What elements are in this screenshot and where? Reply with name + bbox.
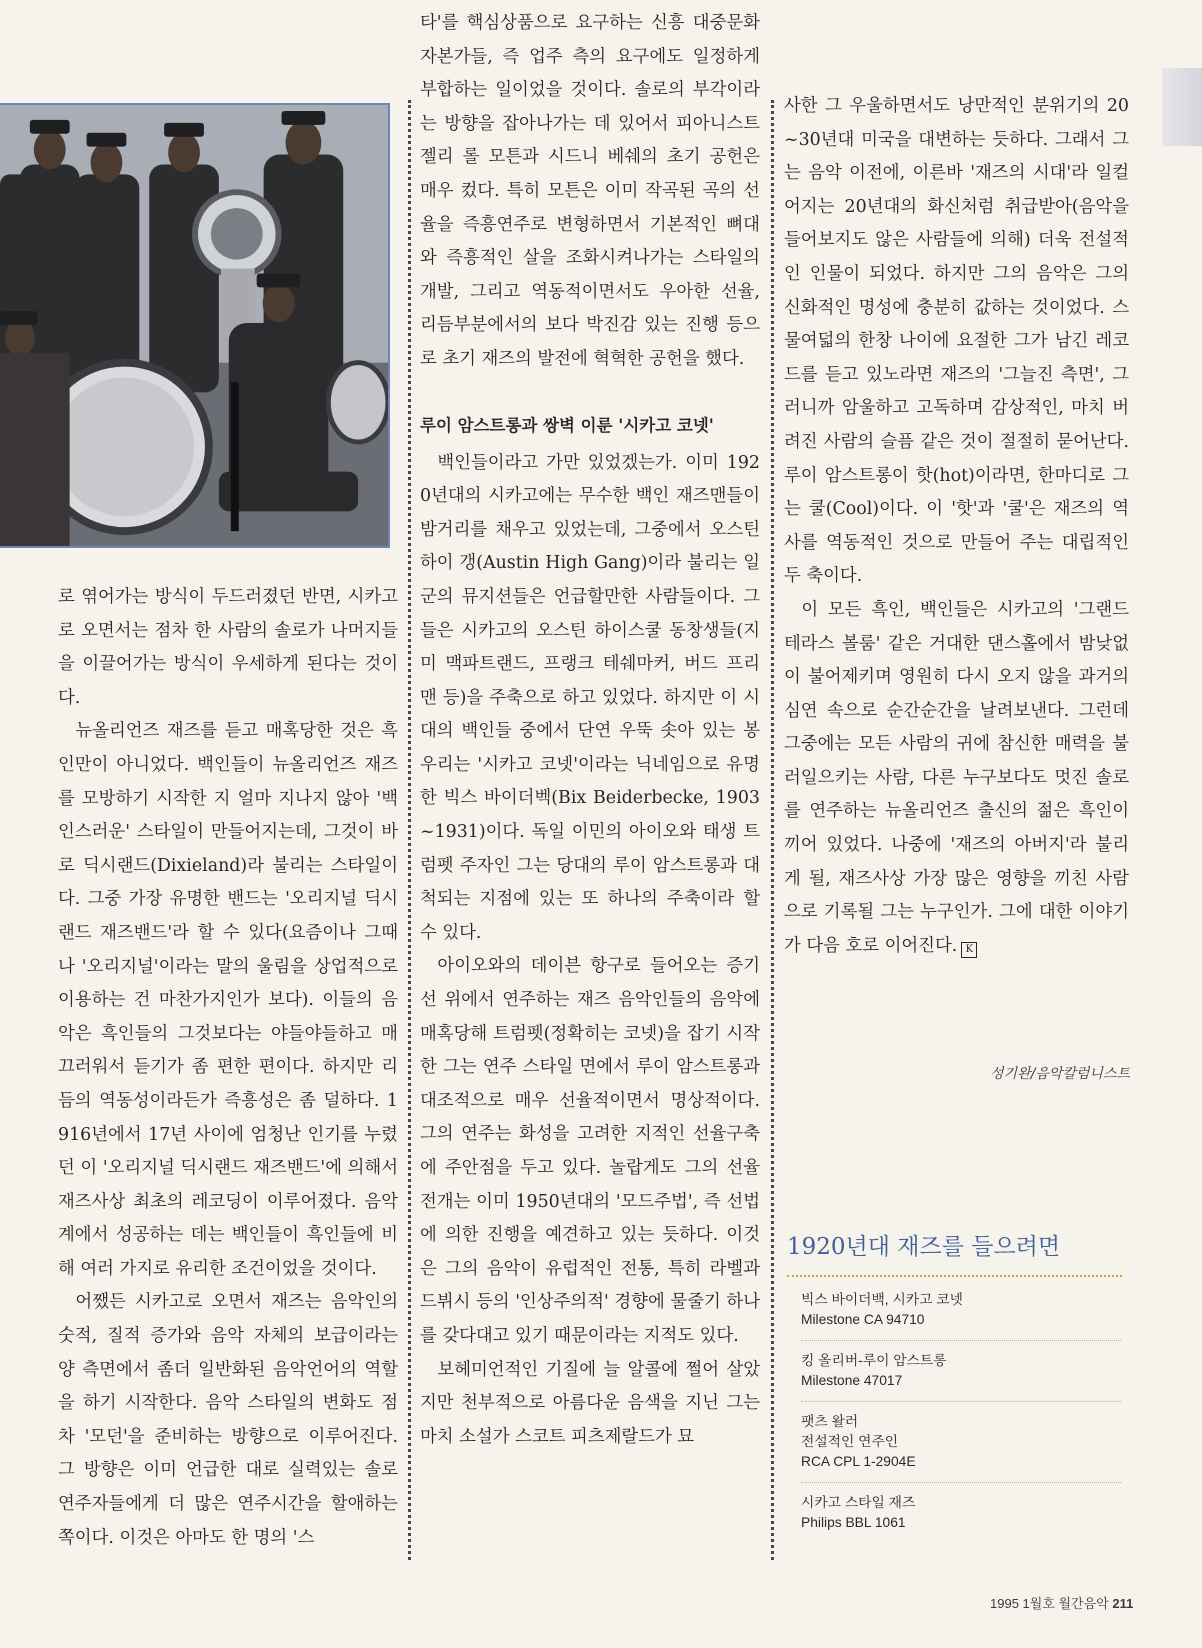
end-mark-icon: K bbox=[961, 942, 977, 958]
page-footer bbox=[990, 1593, 1133, 1612]
record-artist: 빅스 바이더백, 시카고 코넷 bbox=[801, 1292, 963, 1307]
record-catalog: Milestone CA 94710 bbox=[801, 1312, 925, 1327]
article-column-3 bbox=[784, 90, 1129, 963]
col3-paragraph-1: 사한 그 우울하면서도 낭만적인 분위기의 20~30년대 미국을 대변하는 듯하다. 그래서 그는 음악 이전에, 이른바 '재즈의 시대'라 일컬어지는 20년대의 화신처럼 취급받아(음악을 들어보지도 않은 사람들에 의해) 더욱 전설적인 인물이 되었다. 하지만 그의 음악은 그의 신화적인 명성에 충분히 값하는 것이었다. 스물여덟의 한창 나이에 요절한 그가 남긴 레코드를 듣고 있노라면 재즈의 '그늘진 측면', 그러니까 암울하고 고독하며 감상적인, 마치 버려진 사람의 슬픔 같은 것이 절절히 묻어난다. 루이 암스트롱이 핫(hot)이라면, 한마디로 그는 쿨(Cool)이다. 이 '핫'과 '쿨'은 재즈의 역사를 역동적인 것으로 만들어 주는 대립적인 두 축이다. bbox=[784, 96, 1129, 587]
col1-paragraph-2: 뉴올리언즈 재즈를 듣고 매혹당한 것은 흑인만이 아니었다. 백인들이 뉴올리언즈 재즈를 모방하기 시작한 지 얼마 지나지 않아 '백인스러운' 스타일이 만들어지는데, 그것이 바로 딕시랜드(Dixieland)라 불리는 스타일이다. 그중 가장 유명한 밴드는 '오리지널 딕시랜드 재즈밴드'라 할 수 있다(요즘이나 그때나 '오리지널'이라는 말의 울림을 상업적으로 이용하는 건 마찬가지인가 보다). 이들의 음악은 흑인들의 그것보다는 야들야들하고 매끄러워서 듣기가 좀 편한 편이다. 하지만 리듬의 역동성이라든가 즉흥성은 좀 덜하다. 1916년에서 17년 사이에 엄청난 인기를 누렸던 이 '오리지널 딕시랜드 재즈밴드'에 의해서 재즈사상 최초의 레코딩이 이루어졌다. 음악계에서 성공하는 데는 백인들이 흑인들에 비해 여러 가지로 유리한 조건이었을 것이다. bbox=[58, 721, 398, 1279]
col2-paragraph-top: 타'를 핵심상품으로 요구하는 신흥 대중문화 자본가들, 즉 업주 측의 요구에도 일정하게 부합하는 일이었을 것이다. 솔로의 부각이라는 방향을 잡아나가는 데 있어서 피아니스트 젤리 롤 모튼과 시드니 베쉐의 초기 공헌은 매우 컸다. 특히 모튼은 이미 작곡된 곡의 선율을 즉흥연주로 변형하면서 기본적인 뼈대와 즉흥적인 살을 조화시켜나가는 스타일의 개발, 그리고 역동적이면서도 우아한 선율, 리듬부분에서의 보다 박진감 있는 진행 등으로 초기 재즈의 발전에 혁혁한 공헌을 했다. bbox=[420, 13, 760, 369]
record-artist: 킹 올리버-루이 암스트롱 bbox=[801, 1353, 947, 1368]
record-catalog: Milestone 47017 bbox=[801, 1373, 903, 1388]
record-list bbox=[801, 1290, 1121, 1553]
record-title: 전설적인 연주인 bbox=[801, 1434, 899, 1449]
edge-index-tab bbox=[1162, 68, 1202, 146]
col1-paragraph-1: 로 엮어가는 방식이 두드러졌던 반면, 시카고로 오면서는 점차 한 사람의 솔로가 나머지들을 이끌어가는 방식이 우세하게 된다는 것이다. bbox=[58, 587, 398, 708]
author-byline: 성기완/음악칼럼니스트 bbox=[990, 1066, 1130, 1082]
record-artist: 팻츠 왈러 bbox=[801, 1414, 859, 1429]
band-photo bbox=[0, 103, 390, 548]
article-column-1 bbox=[58, 581, 398, 1555]
band-photo-illustration bbox=[0, 105, 388, 546]
page-number: 211 bbox=[1112, 1596, 1134, 1611]
column-divider-1 bbox=[408, 100, 411, 1560]
record-item bbox=[801, 1290, 1121, 1341]
record-item bbox=[801, 1493, 1121, 1543]
col2-paragraph-1: 백인들이라고 가만 있었겠는가. 이미 1920년대의 시카고에는 무수한 백인 재즈맨들이 밤거리를 채우고 있었는데, 그중에서 오스틴 하이 갱(Austin High Gang)이라 불리는 일군의 뮤지션들은 언급할만한 사람들이다. 그들은 시카고의 오스틴 하이스쿨 동창생들(지미 맥파트랜드, 프랭크 테쉐마커, 버드 프리맨 등)을 주축으로 하고 있었다. 하지만 이 시대의 백인들 중에서 단연 우뚝 솟아 있는 봉우리는 '시카고 코넷'이라는 닉네임으로 유명한 빅스 바이더벡(Bix Beiderbecke, 1903~1931)이다. 독일 이민의 아이오와 태생 트럼펫 주자인 그는 당대의 루이 암스트롱과 대척되는 지점에 있는 또 하나의 주축이라 할 수 있다. bbox=[420, 452, 760, 943]
record-item bbox=[801, 1412, 1121, 1483]
record-item bbox=[801, 1351, 1121, 1402]
article-column-2 bbox=[420, 7, 760, 1454]
issue-label: 1995 1월호 월간음악 bbox=[990, 1596, 1109, 1611]
col2-paragraph-2: 아이오와의 데이븐 항구로 들어오는 증기선 위에서 연주하는 재즈 음악인들의 음악에 매혹당해 트럼펫(정확히는 코넷)을 잡기 시작한 그는 연주 스타일 면에서 루이 암스트롱과 대조적으로 매우 선율적이면서 명상적이다. 그의 연주는 화성을 고려한 지적인 선율구축에 주안점을 두고 있다. 놀랍게도 그의 선율전개는 이미 1950년대의 '모드주법', 즉 선법에 의한 진행을 예견하고 있는 듯하다. 이것은 그의 음악이 유럽적인 전통, 특히 라벨과 드뷔시 등의 '인상주의적' 경향에 물줄기 하나를 갖다대고 있기 때문이라는 지적도 있다. bbox=[420, 956, 760, 1346]
col2-paragraph-3: 보헤미언적인 기질에 늘 알콜에 쩔어 살았지만 천부적으로 아름다운 음색을 지닌 그는 마치 소설가 스코트 피츠제랄드가 묘 bbox=[420, 1359, 760, 1447]
section-subheading: 루이 암스트롱과 쌍벽 이룬 '시카고 코넷' bbox=[420, 415, 714, 435]
column-divider-2 bbox=[771, 100, 774, 1560]
col3-paragraph-2 bbox=[784, 594, 1129, 964]
record-catalog: Philips BBL 1061 bbox=[801, 1515, 906, 1530]
record-catalog: RCA CPL 1-2904E bbox=[801, 1454, 916, 1469]
col3-paragraph-2-text: 이 모든 흑인, 백인들은 시카고의 '그랜드 테라스 볼룸' 같은 거대한 댄스홀에서 밤낮없이 불어제키며 영원히 다시 오지 않을 과거의 심연 속으로 순간순간을 날려보낸다. 그런데 그중에는 모든 사람의 귀에 참신한 매력을 불러일으키는 사람, 다른 누구보다도 멋진 솔로를 연주하는 뉴올리언즈 출신의 젊은 흑인이 끼어 있었다. 나중에 '재즈의 아버지'라 불리게 될, 재즈사상 가장 많은 영향을 끼친 사람으로 기록될 그는 누구인가. 그에 대한 이야기가 다음 호로 이어진다. bbox=[784, 599, 1129, 956]
sidebar-title: 1920년대 재즈를 들으려면 bbox=[787, 1228, 1122, 1277]
record-artist: 시카고 스타일 재즈 bbox=[801, 1495, 916, 1510]
col1-paragraph-3: 어쨌든 시카고로 오면서 재즈는 음악인의 숫적, 질적 증가와 음악 자체의 보급이라는 양 측면에서 좀더 일반화된 음악언어의 역할을 하기 시작한다. 음악 스타일의 변화도 점차 '모던'을 준비하는 방향으로 이루어진다. 그 방향은 이미 언급한 대로 실력있는 솔로 연주자들에게 더 많은 연주시간을 할애하는 쪽이다. 이것은 아마도 한 명의 '스 bbox=[58, 1292, 398, 1548]
